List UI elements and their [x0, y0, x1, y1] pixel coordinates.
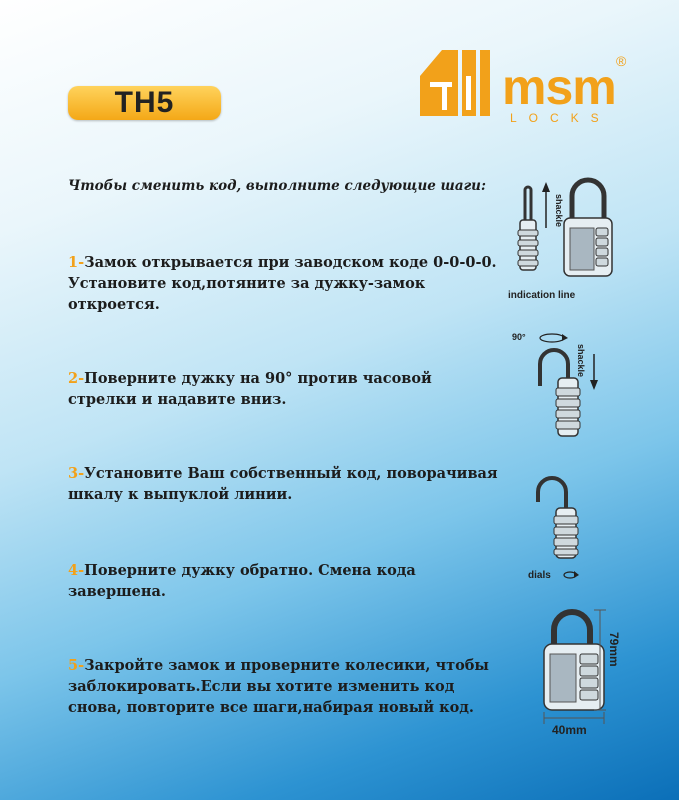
figure-open-lock [506, 176, 616, 306]
step-3 [68, 463, 498, 505]
logo-brand-text: msm [502, 59, 616, 115]
step-number: 2 [68, 370, 79, 387]
step-separator: - [78, 465, 85, 482]
dial-rotate-icon [564, 571, 579, 578]
model-label: TH5 [114, 86, 175, 119]
step-number: 5 [68, 657, 79, 674]
logo-house-icon [420, 50, 490, 116]
step-text: Замок открывается при заводском коде 0-0-0-0. Установите код,потяните за дужку-замок откроется. [68, 254, 497, 313]
step-separator: - [78, 254, 85, 271]
figure-rotate-shackle [508, 326, 608, 444]
msm-locks-logo [418, 46, 633, 124]
step-text: Поверните дужку обратно. Смена кода завершена. [68, 562, 416, 600]
step-5 [68, 655, 498, 718]
logo-sub-text: LOCKS [510, 111, 611, 124]
rotate-arrow-icon [540, 334, 568, 342]
fig2-shackle-label: shackle [576, 344, 586, 378]
step-text: Установите Ваш собственный код, поворачивая шкалу к выпуклой линии. [68, 465, 498, 503]
step-number: 3 [68, 465, 79, 482]
model-badge [68, 86, 221, 120]
step-1 [68, 252, 498, 315]
step-separator: - [78, 657, 85, 674]
step-4 [68, 560, 498, 602]
step-separator: - [78, 370, 85, 387]
fig4-dials-label: dials [528, 570, 551, 581]
fig1-shackle-label: shackle [554, 194, 564, 228]
fig5-width-label: 40mm [552, 723, 587, 737]
step-number: 4 [68, 562, 79, 579]
logo-registered-mark: ® [616, 53, 627, 69]
arrow-down-icon [590, 354, 598, 390]
intro-text: Чтобы сменить код, выполните следующие шаги: [68, 178, 486, 194]
lock-side-view [518, 187, 538, 270]
lock-front-view [564, 180, 612, 276]
step-separator: - [78, 562, 85, 579]
step-text: Поверните дужку на 90° против часовой стрелки и надавите вниз. [68, 370, 432, 408]
fig1-indication-label: indication line [508, 290, 576, 301]
figure-set-code [528, 470, 598, 560]
fig2-angle-label: 90° [512, 332, 526, 342]
step-text: Закройте замок и проверните колесики, чтобы заблокировать.Если вы хотите изменить код снова, повторите все шаги,набирая новый код. [68, 657, 489, 716]
fig5-height-label: 79mm [607, 632, 621, 667]
figure-closed-lock [530, 606, 630, 738]
arrow-up-icon [542, 182, 550, 228]
step-2 [68, 368, 498, 410]
step-number: 1 [68, 254, 79, 271]
figure-dials [526, 556, 596, 586]
